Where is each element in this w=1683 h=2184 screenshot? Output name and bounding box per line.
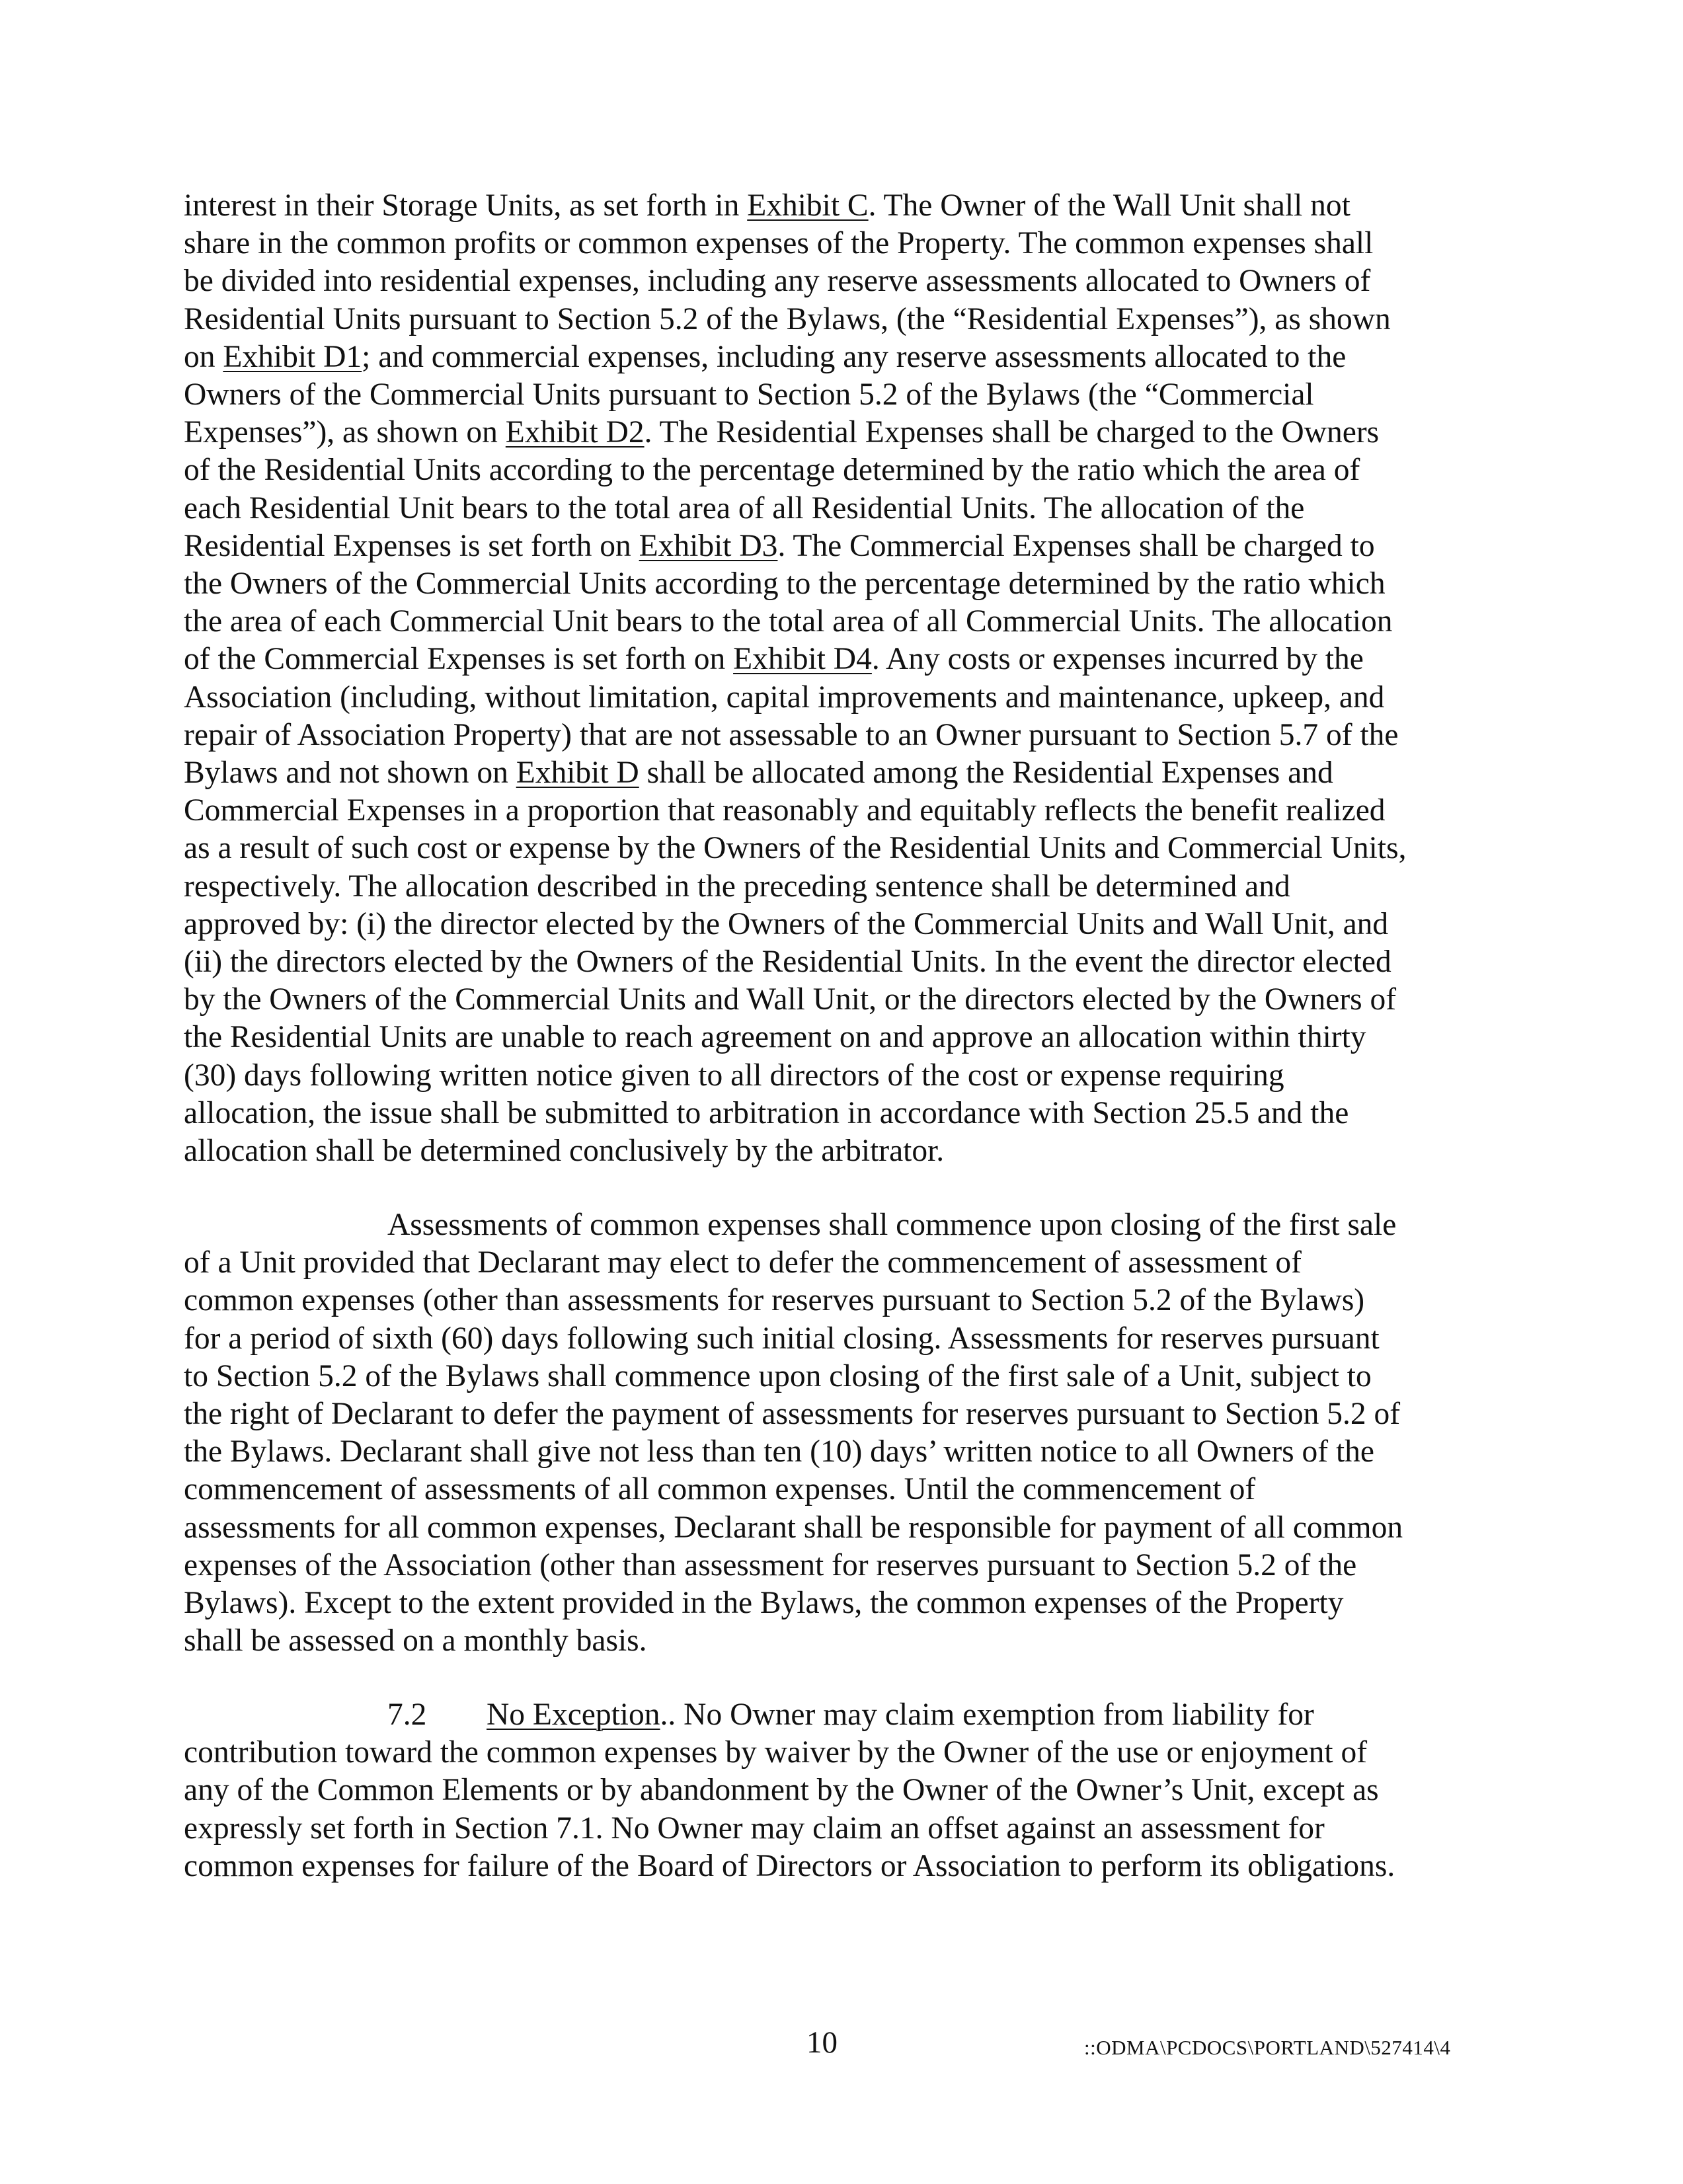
text-segment: respectively. The allocation described in the preceding sentence shall be determined and xyxy=(184,869,1290,904)
text-line xyxy=(184,1132,1506,1170)
text-segment: ; and commercial expenses, including any reserve assessments allocated to the xyxy=(362,339,1347,374)
text-line xyxy=(184,754,1506,792)
text-segment: . The Commercial Expenses shall be charged to xyxy=(777,528,1375,563)
section-number: 7.2 xyxy=(387,1697,427,1732)
text-line xyxy=(184,451,1506,489)
text-segment: Commercial Expenses in a proportion that reasonably and equitably reflects the benefit realized xyxy=(184,793,1386,828)
text-segment: the area of each Commercial Unit bears to the total area of all Commercial Units. The allocation xyxy=(184,604,1393,639)
text-line: expenses of the Association (other than assessment for reserves pursuant to Section 5.2 of the xyxy=(184,1547,1357,1582)
text-segment: approved by: (i) the director elected by the Owners of the Commercial Units and Wall Unit, and xyxy=(184,906,1389,941)
text-line: the right of Declarant to defer the payment of assessments for reserves pursuant to Section 5.2 of xyxy=(184,1397,1401,1432)
text-line xyxy=(184,717,1506,754)
text-line: Bylaws). Except to the extent provided in the Bylaws, the common expenses of the Property xyxy=(184,1586,1344,1621)
paragraph-assessments-commencement xyxy=(184,1206,1506,1660)
text-segment: . The Owner of the Wall Unit shall not xyxy=(868,188,1350,223)
text-segment: share in the common profits or common expenses of the Property. The common expenses shall xyxy=(184,226,1374,261)
text-segment: of the Residential Units according to the percentage determined by the ratio which the area of xyxy=(184,453,1360,488)
text-line: common expenses for failure of the Board of Directors or Association to perform its obligations. xyxy=(184,1848,1395,1883)
exhibit-reference: Exhibit D4 xyxy=(733,642,872,677)
text-line: shall be assessed on a monthly basis. xyxy=(184,1623,647,1658)
text-segment: each Residential Unit bears to the total area of all Residential Units. The allocation of the xyxy=(184,490,1305,526)
text-line: for a period of sixth (60) days following such initial closing. Assessments for reserves pursuant xyxy=(184,1321,1380,1356)
text-line: contribution toward the common expenses by waiver by the Owner of the use or enjoyment of xyxy=(184,1735,1368,1770)
text-line xyxy=(184,338,1506,376)
text-line: to Section 5.2 of the Bylaws shall commence upon closing of the first sale of a Unit, subject to xyxy=(184,1358,1372,1393)
page-number: 10 xyxy=(806,2025,838,2060)
text-line: common expenses (other than assessments for reserves pursuant to Section 5.2 of the Bylaws) xyxy=(184,1283,1365,1318)
section-7-2-first-line xyxy=(184,1696,1506,1734)
document-path: ::ODMA\PCDOCS\PORTLAND\527414\4 xyxy=(1084,2036,1451,2059)
text-line xyxy=(184,943,1506,981)
exhibit-reference: Exhibit D1 xyxy=(223,339,362,374)
text-segment: the Residential Units are unable to reach agreement on and approve an allocation within thirty xyxy=(184,1020,1366,1055)
text-segment: (ii) the directors elected by the Owners of the Residential Units. In the event the director elected xyxy=(184,945,1391,980)
text-line xyxy=(184,225,1506,262)
text-segment: allocation, the issue shall be submitted to arbitration in accordance with Section 25.5 and the xyxy=(184,1095,1349,1130)
text-line xyxy=(184,490,1506,527)
text-line xyxy=(184,565,1506,603)
section-7-2-no-exception xyxy=(184,1696,1506,1885)
paragraph-allocation-of-expenses xyxy=(184,187,1506,1170)
text-line xyxy=(184,301,1506,338)
text-line xyxy=(184,679,1506,717)
text-segment: . Any costs or expenses incurred by the xyxy=(871,642,1364,677)
text-line xyxy=(184,792,1506,830)
text-line xyxy=(184,187,1506,225)
text-segment: . The Residential Expenses shall be charged to the Owners xyxy=(644,415,1380,450)
text-segment: Bylaws and not shown on xyxy=(184,756,516,791)
text-line xyxy=(184,527,1506,565)
text-segment: on xyxy=(184,339,223,374)
text-segment: shall be allocated among the Residential Expenses and xyxy=(639,756,1333,791)
text-line xyxy=(184,1057,1506,1095)
text-segment: Association (including, without limitation, capital improvements and maintenance, upkeep, and xyxy=(184,680,1385,715)
text-segment: repair of Association Property) that are not assessable to an Owner pursuant to Section 5.7 of the xyxy=(184,717,1399,752)
text-segment: as a result of such cost or expense by the Owners of the Residential Units and Commercial Units, xyxy=(184,831,1407,866)
text-line: the Bylaws. Declarant shall give not less than ten (10) days’ written notice to all Owners of the xyxy=(184,1434,1374,1469)
text-line xyxy=(184,981,1506,1019)
section-heading: No Exception xyxy=(487,1697,660,1732)
text-segment: Residential Units pursuant to Section 5.2 of the Bylaws, (the “Residential Expenses”), as shown xyxy=(184,301,1391,336)
text-segment: allocation shall be determined conclusively by the arbitrator. xyxy=(184,1134,945,1169)
text-line: commencement of assessments of all common expenses. Until the commencement of xyxy=(184,1472,1256,1507)
text-segment: Residential Expenses is set forth on xyxy=(184,528,639,563)
text-line xyxy=(184,1019,1506,1056)
text-segment: the Owners of the Commercial Units according to the percentage determined by the ratio which xyxy=(184,566,1386,602)
text-line xyxy=(184,641,1506,678)
text-line: any of the Common Elements or by abandonment by the Owner of the Owner’s Unit, except as xyxy=(184,1773,1379,1808)
text-line xyxy=(184,906,1506,943)
text-line xyxy=(184,830,1506,867)
text-segment: (30) days following written notice given to all directors of the cost or expense requiring xyxy=(184,1058,1284,1093)
text-line xyxy=(184,376,1506,414)
text-line xyxy=(184,414,1506,451)
text-line xyxy=(184,1095,1506,1132)
exhibit-reference: Exhibit D2 xyxy=(505,415,645,450)
text-line: of a Unit provided that Declarant may elect to defer the commencement of assessment of xyxy=(184,1245,1302,1280)
text-line: assessments for all common expenses, Declarant shall be responsible for payment of all common xyxy=(184,1510,1403,1545)
text-segment: Expenses”), as shown on xyxy=(184,415,506,450)
text-segment: Owners of the Commercial Units pursuant to Section 5.2 of the Bylaws (the “Commercial xyxy=(184,377,1314,412)
text-line: expressly set forth in Section 7.1. No Owner may claim an offset against an assessment for xyxy=(184,1811,1325,1846)
text-segment: of the Commercial Expenses is set forth on xyxy=(184,642,734,677)
text-line xyxy=(184,262,1506,300)
exhibit-reference: Exhibit D xyxy=(516,756,639,791)
exhibit-reference: Exhibit C xyxy=(747,188,869,223)
exhibit-reference: Exhibit D3 xyxy=(639,528,778,563)
text-line xyxy=(184,868,1506,906)
text-segment: interest in their Storage Units, as set forth in xyxy=(184,188,748,223)
text-segment: by the Owners of the Commercial Units and Wall Unit, or the directors elected by the Owners of xyxy=(184,982,1397,1017)
text-line xyxy=(184,603,1506,641)
text-line: Assessments of common expenses shall commence upon closing of the first sale xyxy=(387,1208,1397,1242)
section-first-line-text: .. No Owner may claim exemption from liability for xyxy=(660,1697,1314,1732)
text-segment: be divided into residential expenses, including any reserve assessments allocated to Owners of xyxy=(184,264,1371,299)
